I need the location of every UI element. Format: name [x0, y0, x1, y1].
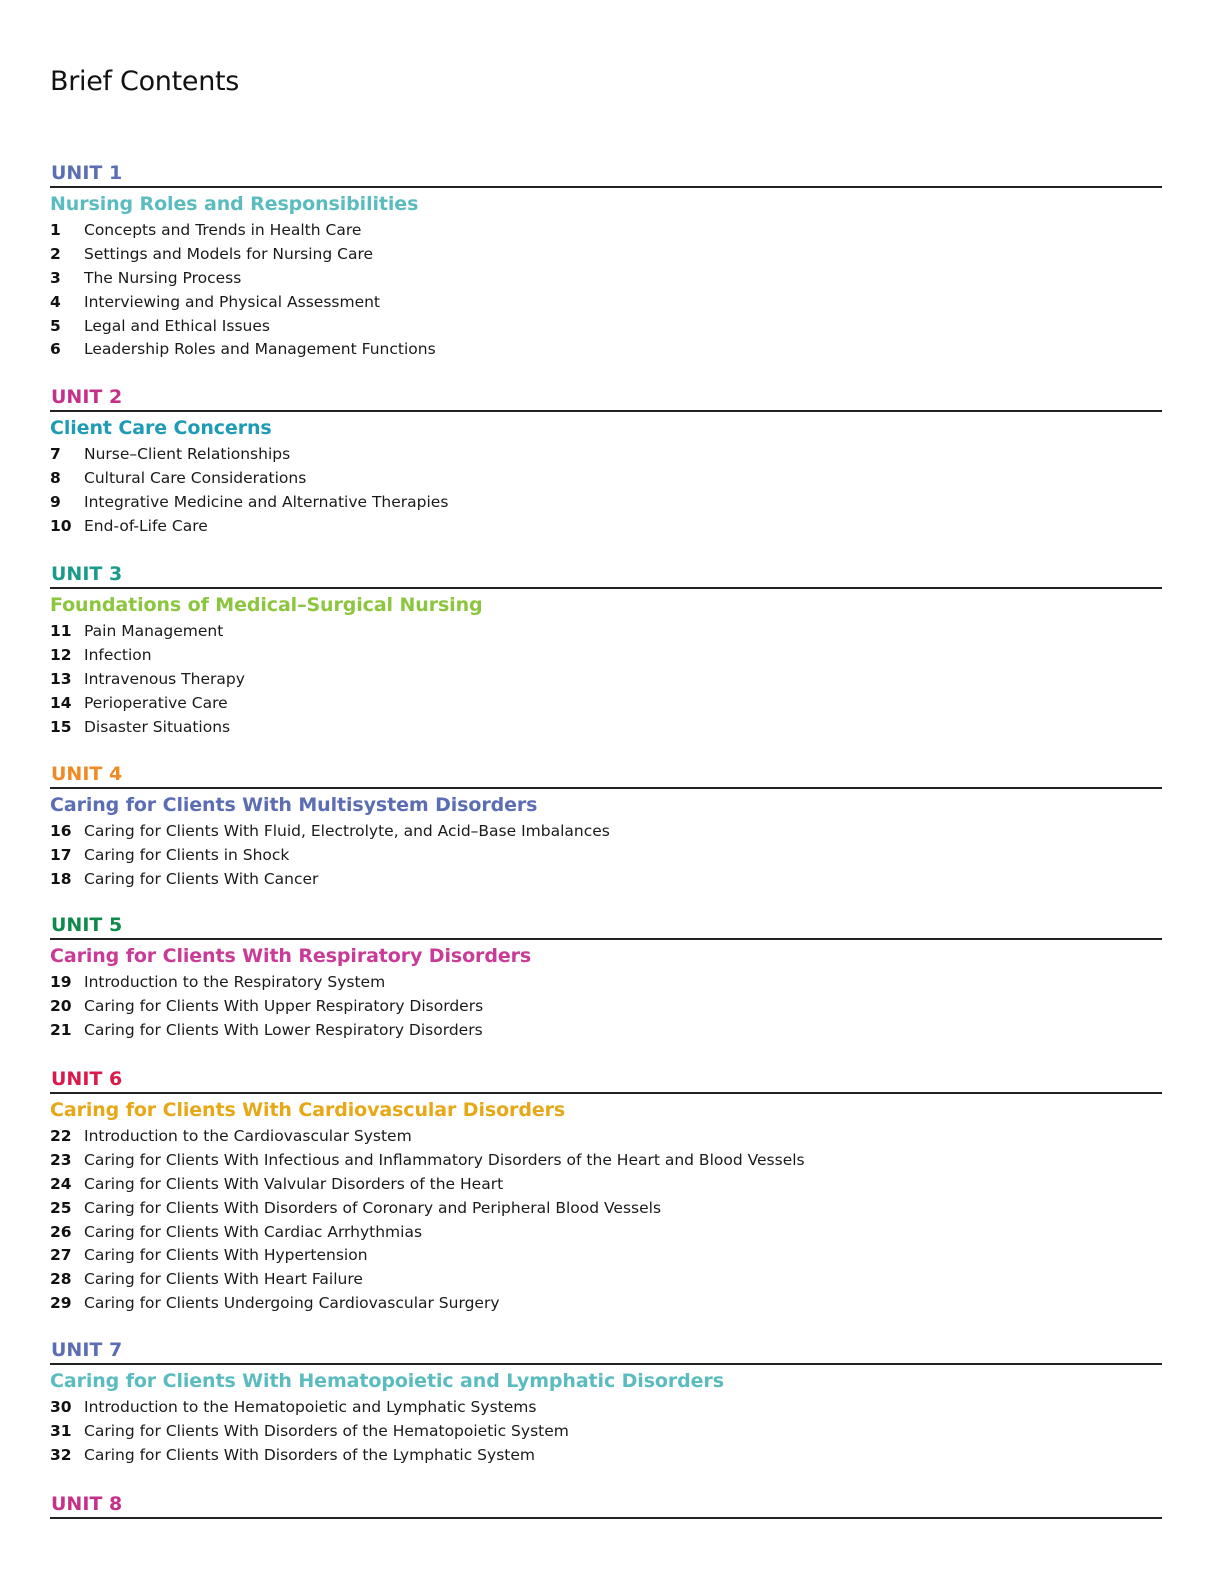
- chapter-number: 10: [50, 516, 72, 535]
- chapter-number: 29: [50, 1294, 72, 1313]
- chapter-title: Concepts and Trends in Health Care: [84, 221, 362, 239]
- chapter-entry[interactable]: [50, 219, 1162, 243]
- chapter-entry[interactable]: [50, 1173, 1162, 1197]
- chapter-title: Caring for Clients With Disorders of Coronary and Peripheral Blood Vessels: [84, 1198, 662, 1217]
- chapter-title: The Nursing Process: [84, 268, 242, 287]
- chapter-entry[interactable]: [50, 1197, 1162, 1221]
- chapter-number: 1: [50, 221, 61, 239]
- chapter-entry[interactable]: [50, 291, 1162, 315]
- chapter-number: 17: [50, 845, 72, 864]
- chapter-title: Caring for Clients With Lower Respiratory Disorders: [84, 1020, 483, 1039]
- chapter-title: Caring for Clients Undergoing Cardiovascular Surgery: [84, 1294, 500, 1313]
- chapter-entry[interactable]: [50, 338, 1162, 362]
- unit-label: UNIT 2: [50, 384, 1162, 412]
- chapter-number: 2: [50, 244, 61, 263]
- chapter-number: 26: [50, 1222, 72, 1241]
- chapter-title: Introduction to the Hematopoietic and Lymphatic Systems: [84, 1398, 537, 1416]
- chapter-number: 16: [50, 822, 72, 840]
- chapter-entry[interactable]: [50, 243, 1162, 267]
- chapter-entry[interactable]: [50, 1268, 1162, 1292]
- chapter-entry[interactable]: [50, 315, 1162, 339]
- chapter-number: 9: [50, 492, 61, 511]
- unit-section: [50, 761, 1162, 892]
- chapter-number: 14: [50, 693, 72, 712]
- chapter-title: Legal and Ethical Issues: [84, 316, 270, 335]
- chapter-number: 20: [50, 996, 72, 1015]
- chapter-list: [50, 219, 1162, 362]
- chapter-title: Leadership Roles and Management Functions: [84, 340, 436, 359]
- chapter-title: Infection: [84, 645, 152, 664]
- chapter-number: 30: [50, 1398, 72, 1416]
- chapter-list: [50, 620, 1162, 739]
- unit-section: [50, 561, 1162, 739]
- chapter-entry[interactable]: [50, 820, 1162, 844]
- chapter-entry[interactable]: [50, 1396, 1162, 1420]
- chapter-entry[interactable]: [50, 1125, 1162, 1149]
- chapter-title: Cultural Care Considerations: [84, 468, 307, 487]
- unit-section: [50, 160, 1162, 362]
- chapter-number: 25: [50, 1198, 72, 1217]
- unit-label: UNIT 1: [50, 160, 1162, 188]
- unit-label: UNIT 8: [50, 1491, 1162, 1519]
- chapter-entry[interactable]: [50, 716, 1162, 740]
- unit-title: Caring for Clients With Hematopoietic and Lymphatic Disorders: [50, 1370, 724, 1392]
- chapter-title: Nurse–Client Relationships: [84, 445, 291, 463]
- chapter-number: 11: [50, 622, 72, 640]
- unit-label: UNIT 4: [50, 761, 1162, 789]
- unit-label: UNIT 7: [50, 1337, 1162, 1365]
- chapter-entry[interactable]: [50, 692, 1162, 716]
- chapter-title: Caring for Clients With Disorders of the Lymphatic System: [84, 1445, 535, 1464]
- unit-section: [50, 1491, 1162, 1519]
- chapter-number: 19: [50, 973, 72, 991]
- chapter-title: Caring for Clients With Cardiac Arrhythmias: [84, 1222, 423, 1241]
- unit-label: UNIT 3: [50, 561, 1162, 589]
- chapter-number: 8: [50, 468, 61, 487]
- chapter-title: End-of-Life Care: [84, 516, 208, 535]
- chapter-list: [50, 1396, 1162, 1468]
- chapter-entry[interactable]: [50, 1292, 1162, 1316]
- chapter-title: Intravenous Therapy: [84, 669, 245, 688]
- chapter-entry[interactable]: [50, 971, 1162, 995]
- chapter-number: 18: [50, 869, 72, 888]
- chapter-number: 21: [50, 1020, 72, 1039]
- chapter-title: Interviewing and Physical Assessment: [84, 292, 381, 311]
- chapter-title: Caring for Clients With Valvular Disorders of the Heart: [84, 1174, 504, 1193]
- chapter-entry[interactable]: [50, 267, 1162, 291]
- chapter-number: 13: [50, 669, 72, 688]
- chapter-number: 12: [50, 645, 72, 664]
- chapter-title: Caring for Clients With Heart Failure: [84, 1270, 363, 1289]
- chapter-title: Caring for Clients With Upper Respiratory Disorders: [84, 996, 484, 1015]
- chapter-number: 4: [50, 292, 61, 311]
- chapter-title: Integrative Medicine and Alternative Therapies: [84, 492, 449, 511]
- chapter-number: 23: [50, 1150, 72, 1169]
- unit-title: Foundations of Medical–Surgical Nursing: [50, 594, 483, 616]
- chapter-entry[interactable]: [50, 1420, 1162, 1444]
- chapter-entry[interactable]: [50, 443, 1162, 467]
- chapter-number: 7: [50, 445, 61, 463]
- chapter-list: [50, 971, 1162, 1043]
- chapter-entry[interactable]: [50, 1149, 1162, 1173]
- unit-title: Caring for Clients With Respiratory Disorders: [50, 945, 532, 967]
- unit-label: UNIT 6: [50, 1066, 1162, 1094]
- chapter-number: 3: [50, 268, 61, 287]
- chapter-number: 24: [50, 1174, 72, 1193]
- unit-title: Caring for Clients With Cardiovascular Disorders: [50, 1099, 566, 1121]
- chapter-entry[interactable]: [50, 668, 1162, 692]
- chapter-title: Caring for Clients With Fluid, Electrolyte, and Acid–Base Imbalances: [84, 822, 610, 840]
- unit-section: [50, 1066, 1162, 1316]
- chapter-title: Caring for Clients With Hypertension: [84, 1246, 368, 1265]
- chapter-number: 31: [50, 1421, 72, 1440]
- chapter-list: [50, 1125, 1162, 1316]
- chapter-title: Caring for Clients With Infectious and Inflammatory Disorders of the Heart and Blood Vessels: [84, 1150, 805, 1169]
- chapter-title: Disaster Situations: [84, 717, 231, 736]
- chapter-title: Introduction to the Respiratory System: [84, 973, 386, 991]
- chapter-title: Settings and Models for Nursing Care: [84, 244, 374, 263]
- chapter-title: Perioperative Care: [84, 693, 228, 712]
- chapter-title: Pain Management: [84, 622, 224, 640]
- chapter-number: 28: [50, 1270, 72, 1289]
- unit-title: Nursing Roles and Responsibilities: [50, 193, 419, 215]
- chapter-title: Caring for Clients With Disorders of the Hematopoietic System: [84, 1421, 569, 1440]
- chapter-entry[interactable]: [50, 515, 1162, 539]
- chapter-entry[interactable]: [50, 1244, 1162, 1268]
- chapter-list: [50, 820, 1162, 892]
- chapter-title: Caring for Clients in Shock: [84, 845, 290, 864]
- unit-label: UNIT 5: [50, 912, 1162, 940]
- chapter-entry[interactable]: [50, 620, 1162, 644]
- chapter-entry[interactable]: [50, 995, 1162, 1019]
- chapter-number: 32: [50, 1445, 72, 1464]
- unit-section: [50, 912, 1162, 1043]
- chapter-number: 6: [50, 340, 61, 359]
- chapter-entry[interactable]: [50, 844, 1162, 868]
- chapter-entry[interactable]: [50, 467, 1162, 491]
- unit-title: Caring for Clients With Multisystem Disorders: [50, 794, 538, 816]
- chapter-number: 27: [50, 1246, 72, 1265]
- chapter-entry[interactable]: [50, 1444, 1162, 1468]
- chapter-list: [50, 443, 1162, 539]
- chapter-number: 5: [50, 316, 61, 335]
- chapter-title: Caring for Clients With Cancer: [84, 869, 319, 888]
- page-title: Brief Contents: [50, 66, 240, 97]
- chapter-number: 22: [50, 1127, 72, 1145]
- chapter-number: 15: [50, 717, 72, 736]
- unit-section: [50, 384, 1162, 539]
- chapter-entry[interactable]: [50, 868, 1162, 892]
- chapter-entry[interactable]: [50, 1019, 1162, 1043]
- unit-section: [50, 1337, 1162, 1468]
- chapter-entry[interactable]: [50, 644, 1162, 668]
- chapter-title: Introduction to the Cardiovascular System: [84, 1127, 412, 1145]
- chapter-entry[interactable]: [50, 1221, 1162, 1245]
- unit-title: Client Care Concerns: [50, 417, 272, 439]
- chapter-entry[interactable]: [50, 491, 1162, 515]
